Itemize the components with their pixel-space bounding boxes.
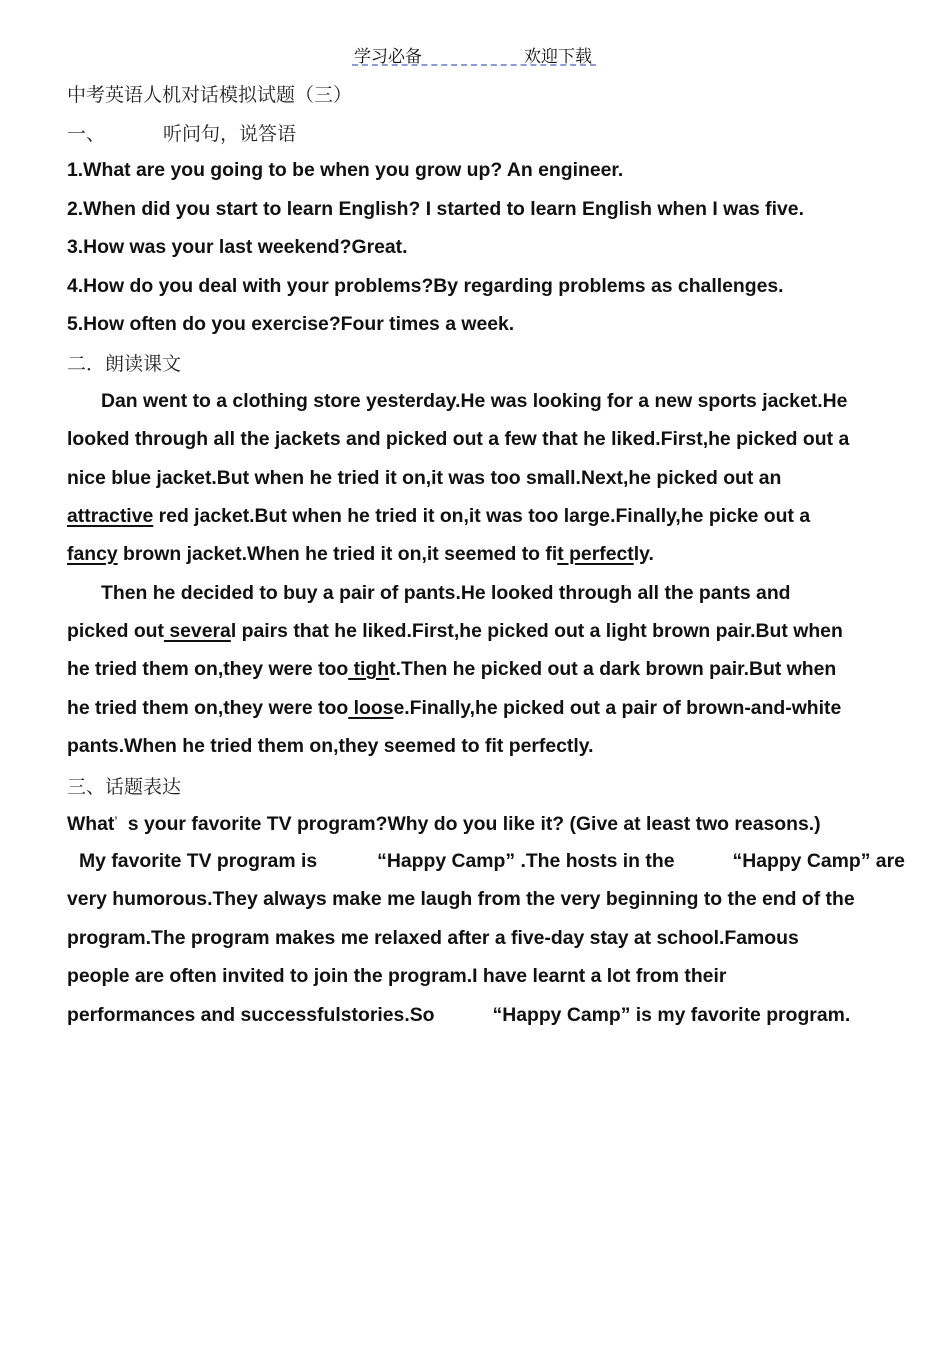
underlined-word-fancy: fancy [67,543,118,565]
question-item-2: 2.When did you start to learn English? I started to learn English when I was five. [67,198,804,220]
underlined-word-loose: loos [348,697,394,719]
passage-p2-line2 [67,620,843,643]
topic-answer-line4: people are often invited to join the program.I have learnt a lot from their [67,965,727,987]
section3-heading: 三、话题表达 [67,776,182,798]
topic-question-part: s your favorite TV program?Why do you like it? (Give at least two reasons.) [127,813,821,835]
underlined-word-perfect: t perfect [557,543,634,565]
passage-text: red jacket.But when he tried it on,it was too large.Finally,he picke out a [153,505,811,527]
topic-answer-line5 [67,1004,850,1027]
underlined-word-several: severa [163,620,231,642]
passage-text: l pairs that he liked.First,he picked out a light brown pair.But when [230,620,843,642]
document-title: 中考英语人机对话模拟试题（三） [67,84,353,106]
answer-text: “Happy Camp” are [732,850,905,872]
answer-text: “Happy Camp” .The hosts in the [377,850,675,872]
answer-text: performances and successful [67,1004,341,1026]
section1-heading-text: 听问句，说答语 [163,123,297,145]
underlined-word-tight: tigh [348,658,390,680]
underlined-word-attractive: attractive [67,505,154,527]
header-left-text: 学习必备 [354,47,422,67]
question-item-3: 3.How was your last weekend?Great. [67,236,408,258]
section2-heading: 二．朗读课文 [67,353,182,375]
question-item-1: 1.What are you going to be when you grow up? An engineer. [67,159,624,181]
passage-text: picked out [67,620,164,642]
topic-question-part: What [67,813,115,835]
header-right-text: 欢迎下载 [524,47,592,67]
passage-p1-line5 [67,543,654,566]
passage-p1-line4 [67,505,810,528]
passage-text: e.Finally,he picked out a pair of brown-and-white [393,697,842,719]
passage-p1-line2: looked through all the jackets and picked out a few that he liked.First,he picked out a [67,428,850,450]
passage-text: t.Then he picked out a dark brown pair.But when [389,658,837,680]
passage-p1-line1: Dan went to a clothing store yesterday.He was looking for a new sports jacket.He [101,390,848,412]
question-item-4: 4.How do you deal with your problems?By regarding problems as challenges. [67,275,784,297]
passage-text: he tried them on,they were too [67,658,349,680]
passage-text: ly. [633,543,654,565]
passage-text: brown jacket.When he tried it on,it seemed to fi [117,543,558,565]
passage-p2-line3 [67,658,836,681]
passage-p2-line1: Then he decided to buy a pair of pants.He looked through all the pants and [101,582,791,604]
passage-p2-line5: pants.When he tried them on,they seemed to fit perfectly. [67,735,594,757]
section1-heading-number: 一、 [67,123,106,145]
topic-answer-line1 [79,850,905,873]
topic-question: What’ s your favorite TV program?Why do you like it? (Give at least two reasons.) [67,813,821,835]
answer-text: “Happy Camp” is my favorite program. [492,1004,851,1026]
answer-text: My favorite TV program is [79,850,318,872]
page-header [352,40,596,66]
topic-answer-line3: program.The program makes me relaxed after a five-day stay at school.Famous [67,927,799,949]
passage-text: he tried them on,they were too [67,697,349,719]
passage-p2-line4 [67,697,841,720]
section1-heading [67,119,296,146]
answer-text: stories.So [340,1004,435,1026]
topic-answer-line2: very humorous.They always make me laugh from the very beginning to the end of the [67,888,855,910]
question-item-5: 5.How often do you exercise?Four times a week. [67,313,515,335]
passage-p1-line3: nice blue jacket.But when he tried it on,it was too small.Next,he picked out an [67,467,782,489]
